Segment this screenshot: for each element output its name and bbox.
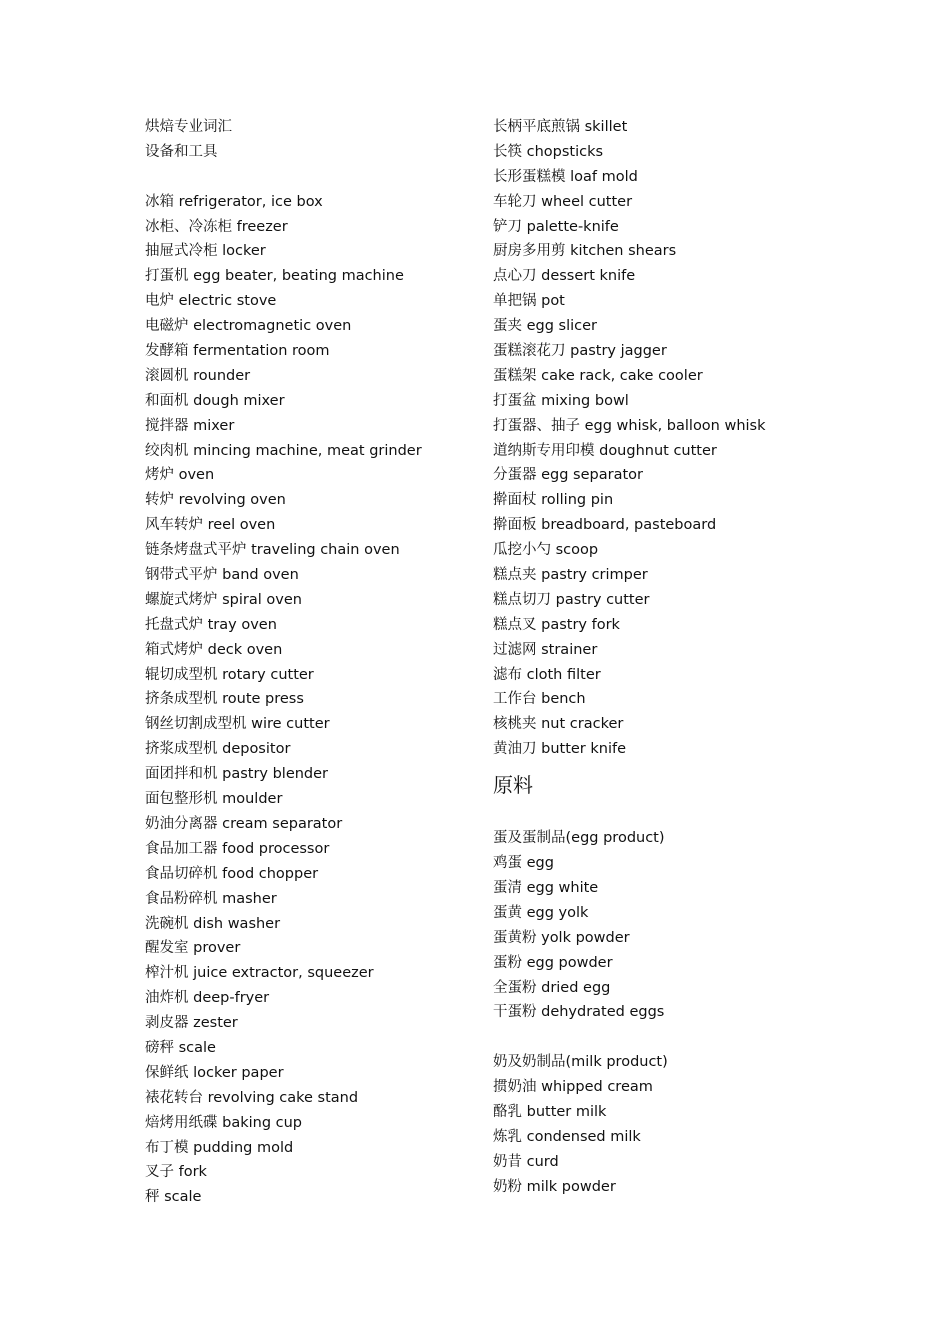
vocab-entry: 食品粉碎机 masher	[145, 890, 277, 907]
vocab-entry: 糕点夹 pastry crimper	[493, 567, 648, 584]
vocab-entry: 电磁炉 electromagnetic oven	[145, 318, 352, 335]
vocab-entry: 核桃夹 nut cracker	[493, 716, 624, 733]
vocab-entry: 点心刀 dessert knife	[493, 268, 636, 285]
vocab-entry: 箱式烤炉 deck oven	[145, 641, 283, 658]
vocab-entry: 打蛋器、抽子 egg whisk, balloon whisk	[493, 417, 766, 434]
vocab-entry: 铲刀 palette-knife	[493, 218, 619, 235]
vocab-entry: 秤 scale	[145, 1189, 202, 1206]
vocab-entry: 道纳斯专用印模 doughnut cutter	[493, 442, 717, 459]
vocab-entry: 黄油刀 butter knife	[493, 741, 627, 758]
vocab-entry: 蛋夹 egg slicer	[493, 318, 598, 335]
vocab-entry: 分蛋器 egg separator	[493, 467, 643, 484]
vocab-entry: 长柄平底煎锅 skillet	[493, 119, 628, 135]
vocab-entry: 布丁模 pudding mold	[145, 1139, 294, 1156]
vocab-entry: 奶及奶制品(milk product)	[493, 1054, 668, 1071]
vocab-entry: 螺旋式烤炉 spiral oven	[145, 591, 302, 608]
vocab-entry: 炼乳 condensed milk	[493, 1128, 641, 1145]
section-subtitle: 设备和工具	[145, 143, 218, 160]
vocab-entry: 滚圆机 rounder	[145, 367, 251, 384]
vocab-entry: 风车转炉 reel oven	[145, 517, 276, 534]
vocab-entry: 打蛋盆 mixing bowl	[493, 392, 629, 409]
vocab-entry: 全蛋粉 dried egg	[493, 979, 611, 996]
blank-line	[145, 165, 475, 190]
vocab-entry: 糕点切刀 pastry cutter	[493, 591, 650, 608]
vocab-entry: 发酵箱 fermentation room	[145, 343, 330, 360]
document-title: 烘焙专业词汇	[145, 119, 232, 135]
vocab-entry: 长筷 chopsticks	[493, 143, 604, 160]
vocab-entry: 蛋黄 egg yolk	[493, 904, 589, 921]
blank-line	[493, 805, 823, 826]
vocab-entry: 挤浆成型机 depositor	[145, 741, 291, 758]
vocab-entry: 醒发室 prover	[145, 940, 241, 957]
vocab-entry: 长形蛋糕模 loaf mold	[493, 168, 638, 185]
right-vocab-list	[493, 115, 823, 762]
vocab-entry: 蛋清 egg white	[493, 879, 599, 896]
vocab-entry: 托盘式炉 tray oven	[145, 616, 277, 633]
vocab-entry: 冰箱 refrigerator, ice box	[145, 193, 323, 210]
vocab-entry: 辊切成型机 rotary cutter	[145, 666, 314, 683]
vocab-entry: 面包整形机 moulder	[145, 791, 283, 808]
vocab-entry: 工作台 bench	[493, 691, 586, 708]
left-vocab-list	[145, 190, 475, 1211]
egg-product-list	[493, 826, 823, 1025]
vocab-entry: 食品切碎机 food chopper	[145, 865, 319, 882]
vocab-entry: 蛋粉 egg powder	[493, 954, 613, 971]
left-column	[145, 115, 475, 1210]
vocab-entry: 蛋及蛋制品(egg product)	[493, 830, 665, 847]
vocab-entry: 裱花转台 revolving cake stand	[145, 1089, 359, 1106]
vocab-entry: 蛋黄粉 yolk powder	[493, 929, 630, 946]
vocab-entry: 钢丝切割成型机 wire cutter	[145, 716, 330, 733]
vocab-entry: 蛋糕滚花刀 pastry jagger	[493, 343, 667, 360]
vocab-entry: 滤布 cloth filter	[493, 666, 601, 683]
vocab-entry: 面团拌和机 pastry blender	[145, 766, 329, 783]
vocab-entry: 干蛋粉 dehydrated eggs	[493, 1004, 665, 1021]
vocab-entry: 转炉 revolving oven	[145, 492, 286, 509]
vocab-entry: 冰柜、冷冻柜 freezer	[145, 218, 288, 235]
vocab-entry: 过滤网 strainer	[493, 641, 598, 658]
vocab-entry: 和面机 dough mixer	[145, 392, 285, 409]
vocab-entry: 搅拌器 mixer	[145, 417, 235, 434]
vocab-entry: 抽屉式冷柜 locker	[145, 243, 266, 260]
vocab-entry: 糕点叉 pastry fork	[493, 616, 620, 633]
vocab-entry: 榨汁机 juice extractor, squeezer	[145, 965, 374, 982]
vocab-entry: 油炸机 deep-fryer	[145, 990, 270, 1007]
vocab-entry: 绞肉机 mincing machine, meat grinder	[145, 442, 422, 459]
vocab-entry: 链条烤盘式平炉 traveling chain oven	[145, 542, 400, 559]
vocab-entry: 食品加工器 food processor	[145, 840, 330, 857]
vocab-entry: 奶粉 milk powder	[493, 1178, 616, 1195]
vocab-entry: 车轮刀 wheel cutter	[493, 193, 633, 210]
vocab-entry: 擀面板 breadboard, pasteboard	[493, 517, 717, 534]
vocab-entry: 烤炉 oven	[145, 467, 215, 484]
vocab-entry: 打蛋机 egg beater, beating machine	[145, 268, 404, 285]
vocab-entry: 挤条成型机 route press	[145, 691, 304, 708]
vocab-entry: 磅秤 scale	[145, 1039, 216, 1056]
milk-product-list	[493, 1050, 823, 1199]
vocab-entry: 剥皮器 zester	[145, 1015, 238, 1032]
vocab-entry: 鸡蛋 egg	[493, 855, 554, 872]
vocab-entry: 奶昔 curd	[493, 1153, 559, 1170]
vocab-entry: 焙烤用纸碟 baking cup	[145, 1114, 302, 1131]
blank-line	[493, 1025, 823, 1050]
vocab-entry: 奶油分离器 cream separator	[145, 815, 343, 832]
vocab-entry: 钢带式平炉 band oven	[145, 567, 299, 584]
vocab-entry: 洗碗机 dish washer	[145, 915, 281, 932]
vocab-entry: 电炉 electric stove	[145, 293, 277, 310]
vocab-entry: 保鲜纸 locker paper	[145, 1064, 284, 1081]
right-column	[493, 115, 823, 1200]
section-heading: 原料	[493, 773, 533, 798]
vocab-entry: 掼奶油 whipped cream	[493, 1079, 653, 1096]
vocab-entry: 擀面杖 rolling pin	[493, 492, 614, 509]
vocab-entry: 瓜挖小勺 scoop	[493, 542, 599, 559]
vocab-entry: 厨房多用剪 kitchen shears	[493, 243, 677, 260]
vocab-entry: 蛋糕架 cake rack, cake cooler	[493, 367, 703, 384]
vocab-entry: 单把锅 pot	[493, 293, 565, 310]
vocab-entry: 酪乳 butter milk	[493, 1103, 607, 1120]
vocab-entry: 叉子 fork	[145, 1164, 207, 1181]
